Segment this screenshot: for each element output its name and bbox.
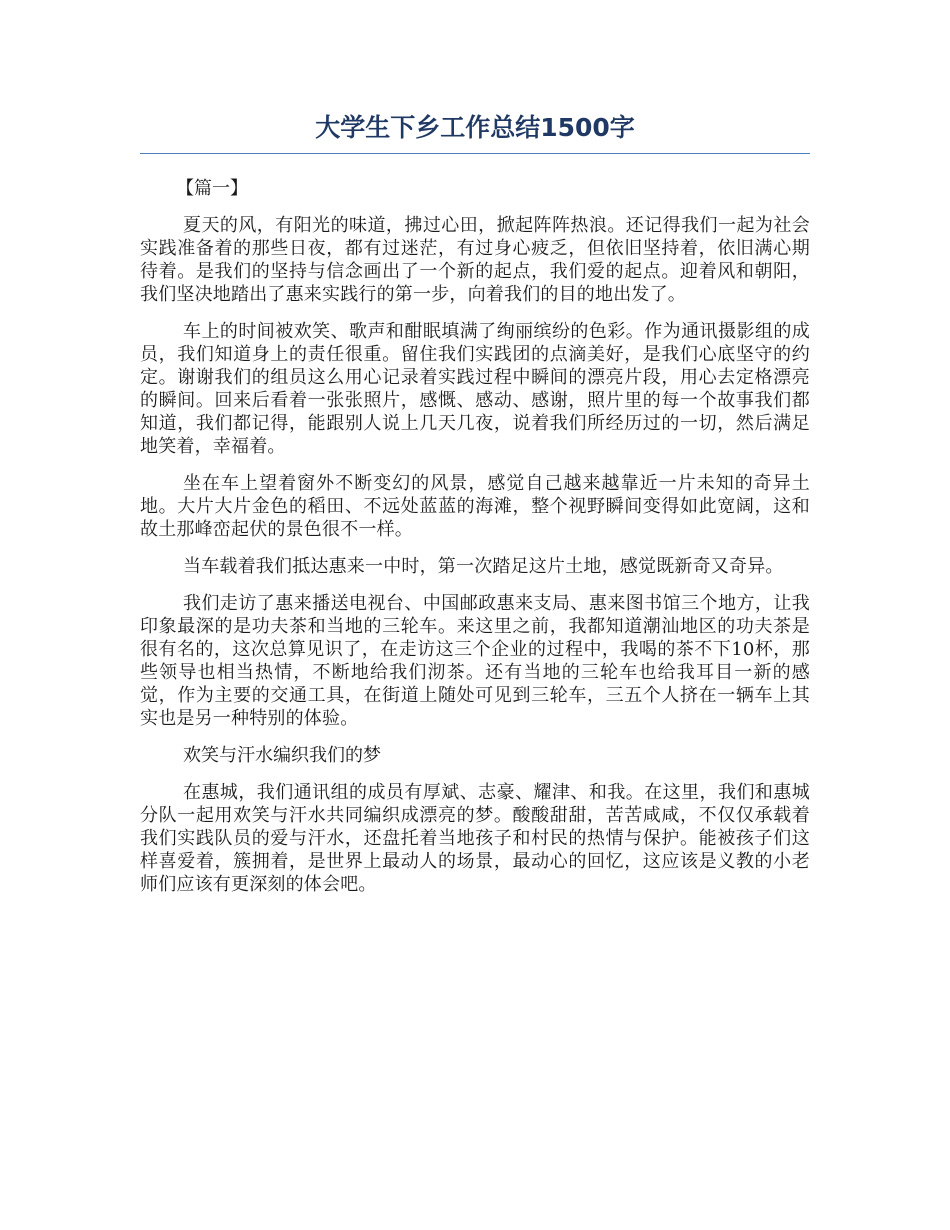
section-label: 【篇一】 <box>176 178 248 199</box>
document-title: 大学生下乡工作总结1500字 <box>315 113 635 142</box>
document-page <box>140 112 810 910</box>
paragraph-6: 在惠城，我们通讯组的成员有厚斌、志豪、耀津、和我。在这里，我们和惠城分队一起用欢笑与汗水共同编织成漂亮的梦。酸酸甜甜，苦苦咸咸，不仅仅承载着我们实践队员的爱与汗水，还盘托着当地孩子和村民的热情与保护。能被孩子们这样喜爱着，簇拥着，是世界上最动人的场景，最动心的回忆，这应该是义教的小老师们应该有更深刻的体会吧。 <box>140 782 810 895</box>
paragraph-1: 夏天的风，有阳光的味道，拂过心田，掀起阵阵热浪。还记得我们一起为社会实践准备着的那些日夜，都有过迷茫，有过身心疲乏，但依旧坚持着，依旧满心期待着。是我们的坚持与信念画出了一个新的起点，我们爱的起点。迎着风和朝阳，我们坚决地踏出了惠来实践行的第一步，向着我们的目的地出发了。 <box>140 215 810 305</box>
paragraph-4: 当车载着我们抵达惠来一中时，第一次踏足这片土地，感觉既新奇又奇异。 <box>183 556 784 577</box>
paragraph-5: 我们走访了惠来播送电视台、中国邮政惠来支局、惠来图书馆三个地方，让我印象最深的是功夫茶和当地的三轮车。来这里之前，我都知道潮汕地区的功夫茶是很有名的，这次总算见识了，在走访这三个企业的过程中，我喝的茶不下10杯，那些领导也相当热情，不断地给我们沏茶。还有当地的三轮车也给我耳目一新的感觉，作为主要的交通工具，在街道上随处可见到三轮车，三五个人挤在一辆车上其实也是另一种特别的体验。 <box>140 593 810 729</box>
paragraph-3: 坐在车上望着窗外不断变幻的风景，感觉自己越来越靠近一片未知的奇异土地。大片大片金色的稻田、不远处蓝蓝的海滩，整个视野瞬间变得如此宽阔，这和故土那峰峦起伏的景色很不一样。 <box>140 473 810 540</box>
paragraph-2: 车上的时间被欢笑、歌声和酣眠填满了绚丽缤纷的色彩。作为通讯摄影组的成员，我们知道身上的责任很重。留住我们实践团的点滴美好，是我们心底坚守的约定。谢谢我们的组员这么用心记录着实践过程中瞬间的漂亮片段，用心去定格漂亮的瞬间。回来后看着一张张照片，感慨、感动、感谢，照片里的每一个故事我们都知道，我们都记得，能跟别人说上几天几夜，说着我们所经历过的一切，然后满足地笑着，幸福着。 <box>140 321 810 457</box>
title-underline <box>140 153 810 154</box>
subheading: 欢笑与汗水编织我们的梦 <box>183 745 381 766</box>
